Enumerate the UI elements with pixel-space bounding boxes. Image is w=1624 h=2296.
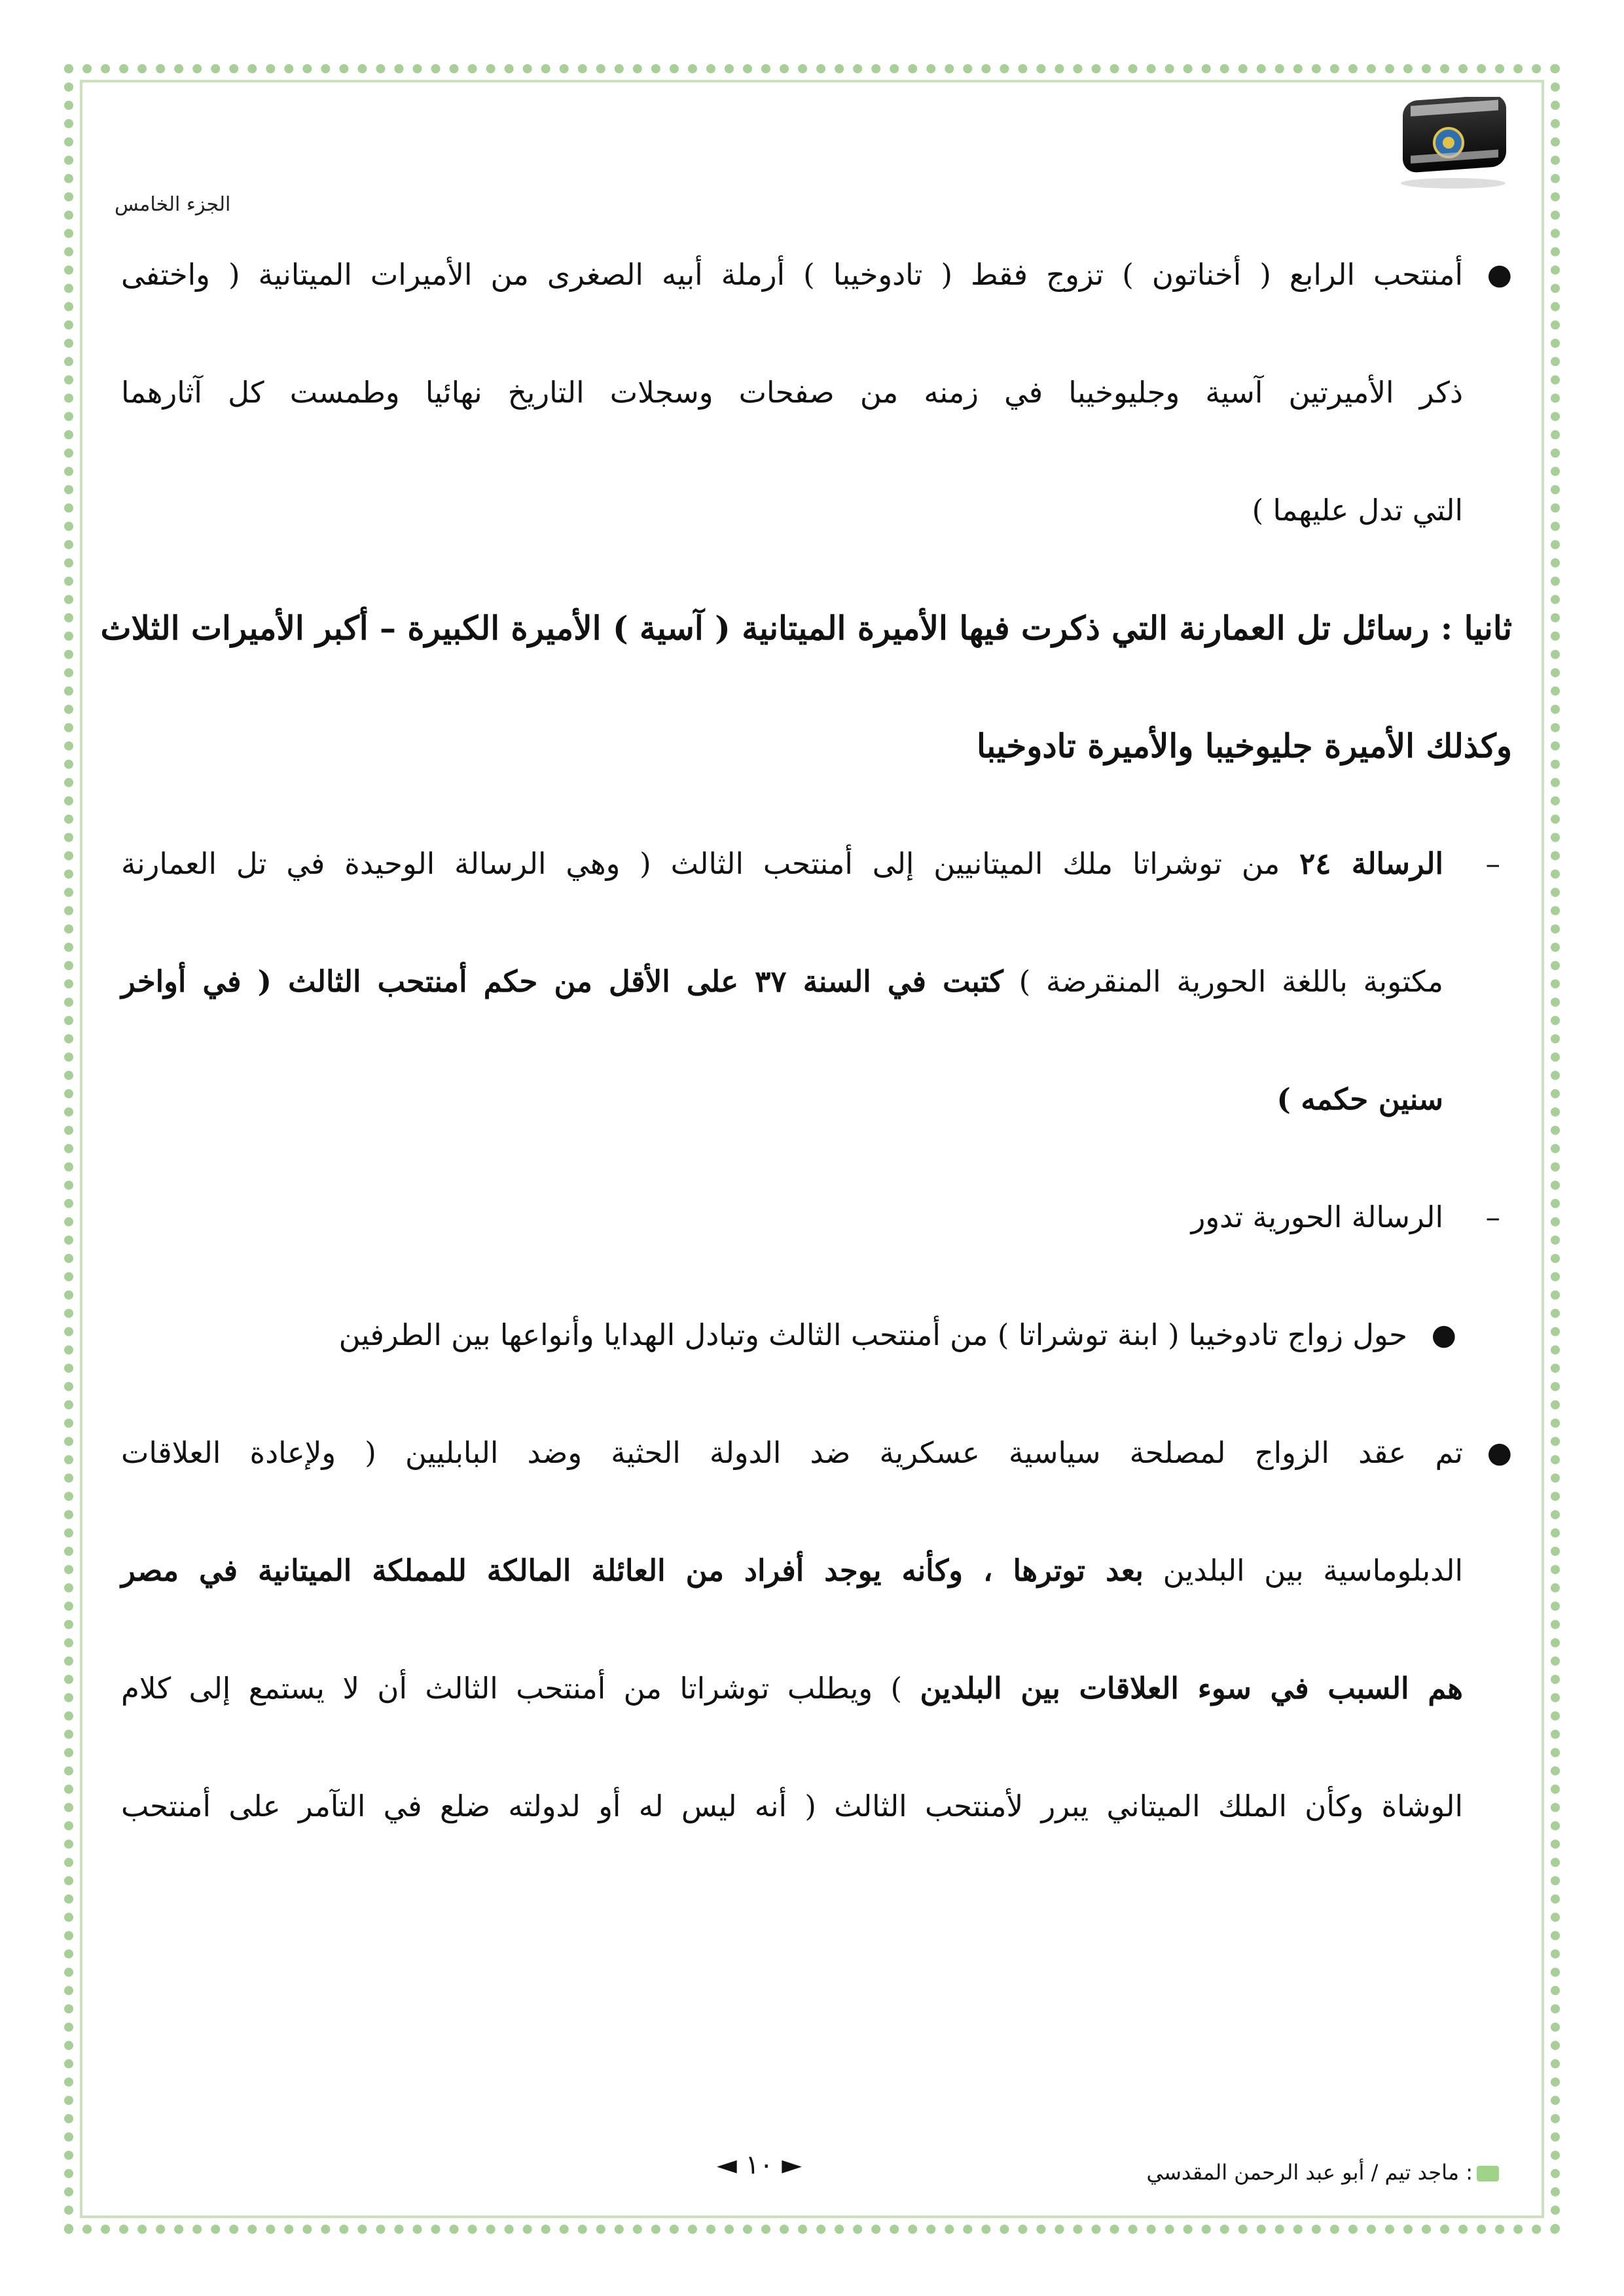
bullet-icon: ● bbox=[1487, 1436, 1512, 1469]
text-line: تم عقد الزواج لمصلحة سياسية عسكرية ضد الدولة الحثية وضد البابليين ( ولإعادة العلاقات bbox=[121, 1435, 1463, 1470]
pen-icon bbox=[1477, 2166, 1499, 2181]
text-line: الوشاة وكأن الملك الميتاني يبرر لأمنتحب الثالث ( أنه ليس له أو لدولته ضلع في التآمر على أمنتحب bbox=[121, 1789, 1463, 1823]
text-line bbox=[121, 805, 1443, 923]
text-line: التي تدل عليهما ) bbox=[1252, 493, 1463, 528]
author-credit bbox=[1146, 2160, 1499, 2185]
letter-24-paragraph bbox=[121, 805, 1512, 1158]
bullet-marriage bbox=[121, 1276, 1512, 1394]
hurrian-intro bbox=[121, 1158, 1512, 1276]
bold-span: كتبت في السنة ٣٧ على الأقل من حكم أمنتحب الثالث ( في أواخر bbox=[121, 964, 1003, 999]
logo-emblem-icon bbox=[1391, 97, 1515, 192]
text-span: من توشراتا ملك الميتانيين إلى أمنتحب الثالث ( وهي الرسالة الوحيدة في تل العمارنة bbox=[121, 846, 1300, 881]
text-span: ) ويطلب توشراتا من أمنتحب الثالث أن لا يستمع إلى كلام bbox=[121, 1671, 920, 1706]
letter-number: الرسالة ٢٤ bbox=[1299, 846, 1443, 881]
bullet-icon: ● bbox=[1487, 258, 1512, 291]
part-label: الجزء الخامس bbox=[115, 193, 231, 216]
bullet-alliance bbox=[121, 1394, 1512, 1865]
author-name: : ماجد تيم / أبو عبد الرحمن المقدسي bbox=[1146, 2160, 1473, 2185]
text-line: الرسالة الحورية تدور bbox=[1191, 1200, 1443, 1234]
paragraph-akhenaten bbox=[121, 216, 1512, 569]
dash-marker: – bbox=[1485, 846, 1500, 881]
bold-span: هم السبب في سوء العلاقات بين البلدين bbox=[920, 1671, 1463, 1706]
dash-marker: – bbox=[1485, 1200, 1500, 1234]
text-span: مكتوبة باللغة الحورية المنقرضة ) bbox=[1003, 964, 1443, 999]
bullet-icon: ● bbox=[1431, 1318, 1456, 1352]
text-line bbox=[121, 1512, 1463, 1630]
text-line: سنين حكمه ) bbox=[1276, 1082, 1443, 1117]
section-heading bbox=[100, 569, 1512, 805]
heading-line: وكذلك الأميرة جليوخيبا والأميرة تادوخيبا bbox=[976, 726, 1512, 765]
text-line bbox=[121, 1630, 1463, 1748]
text-line: أمنتحب الرابع ( أخناتون ) تزوج فقط ( تادوخيبا ) أرملة أبيه الصغرى من الأميرات الميتانية ( واختفى bbox=[121, 257, 1463, 292]
text-span: الدبلوماسية بين البلدين bbox=[1143, 1553, 1463, 1588]
heading-line: ثانيا : رسائل تل العمارنة التي ذكرت فيها الأميرة الميتانية ( آسية ) الأميرة الكبيرة – أكبر الأميرات الثلاث bbox=[100, 609, 1512, 647]
bold-span: بعد توترها ، وكأنه يوجد أفراد من العائلة المالكة للمملكة الميتانية في مصر bbox=[121, 1553, 1144, 1588]
text-line bbox=[121, 923, 1443, 1041]
text-line: حول زواج تادوخيبا ( ابنة توشراتا ) من أمنتحب الثالث وتبادل الهدايا وأنواعها بين الطرفين bbox=[338, 1318, 1407, 1352]
text-line: ذكر الأميرتين آسية وجليوخيبا في زمنه من صفحات وسجلات التاريخ نهائيا وطمست كل آثارهما bbox=[121, 375, 1463, 410]
main-content bbox=[100, 216, 1512, 1865]
page-number: ◄ ١٠ ► bbox=[717, 2150, 802, 2180]
